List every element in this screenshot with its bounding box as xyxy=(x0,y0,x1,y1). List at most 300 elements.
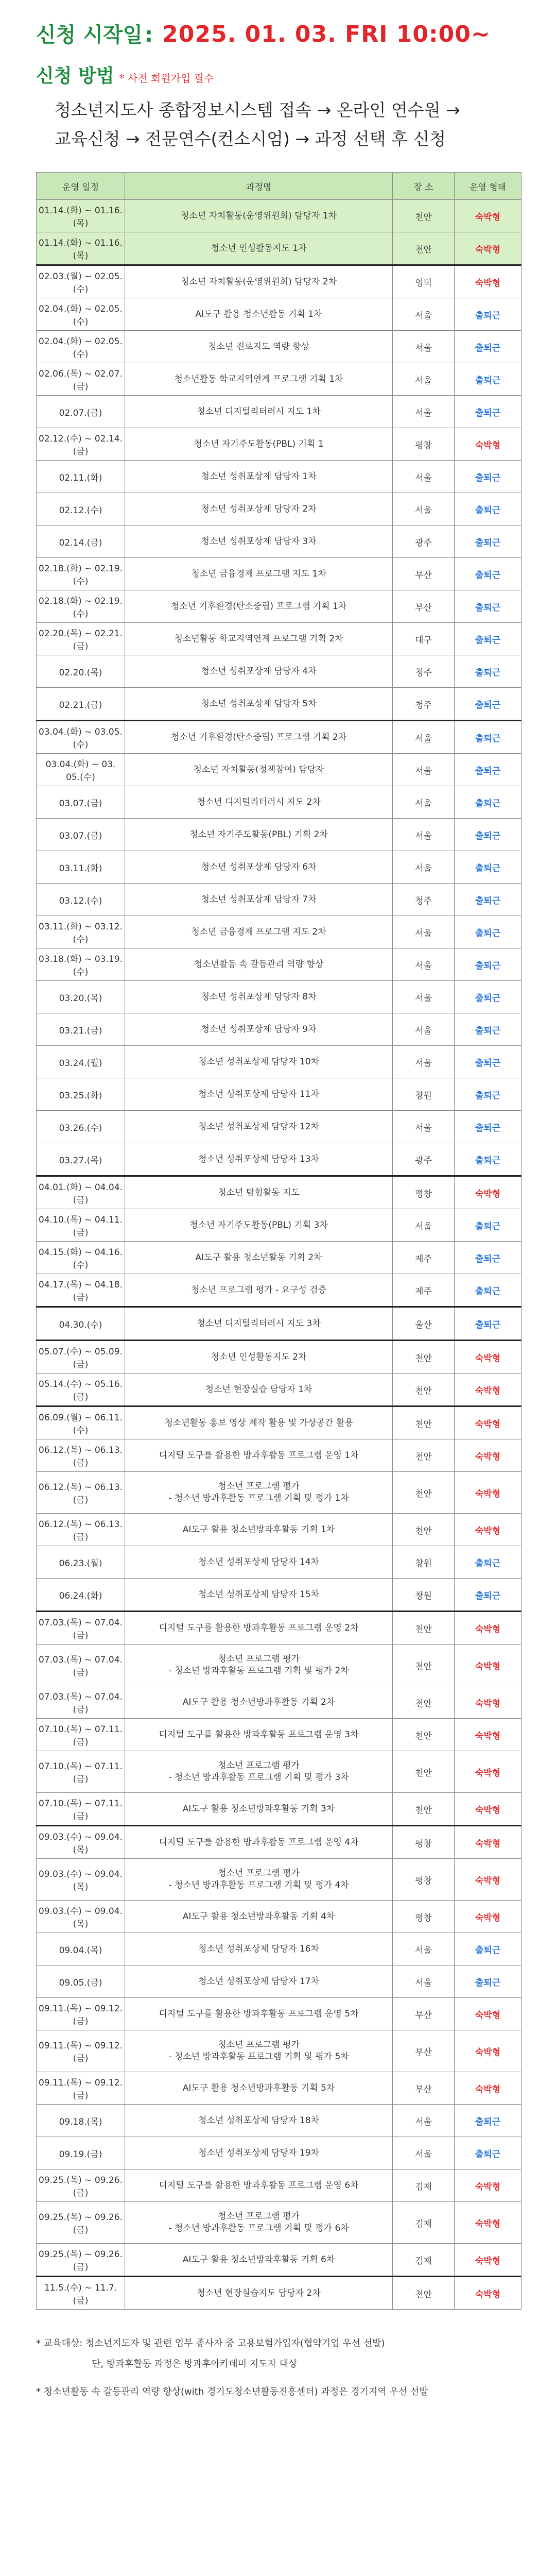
place-cell: 창원 xyxy=(393,1546,455,1579)
operation-type-cell: 숙박형 xyxy=(455,2170,522,2202)
schedule-date-cell: 03.11.(화) ~ 03.12.(수) xyxy=(37,916,125,948)
course-name-cell: AI도구 활용 청소년활동 기획 1차 xyxy=(125,298,393,331)
schedule-date-cell: 07.03.(목) ~ 07.04.(금) xyxy=(37,1686,125,1719)
header-course: 과정명 xyxy=(125,173,393,200)
schedule-date-cell: 01.14.(화) ~ 01.16.(목) xyxy=(37,232,125,265)
course-name-cell: 디지털 도구를 활용한 방과후활동 프로그램 운영 5차 xyxy=(125,1998,393,2030)
table-header-row xyxy=(37,173,522,200)
course-name-cell: AI도구 활용 청소년활동 기획 2차 xyxy=(125,1242,393,1274)
place-cell: 서울 xyxy=(393,396,455,428)
course-name-cell: 청소년 기후환경(탄소중립) 프로그램 기획 2차 xyxy=(125,721,393,754)
course-name-cell: AI도구 활용 청소년방과후활동 기획 6차 xyxy=(125,2244,393,2277)
table-row xyxy=(37,1111,522,1143)
application-start-date: 2025. 01. 03. FRI 10:00~ xyxy=(162,21,491,47)
table-row xyxy=(37,1176,522,1209)
table-row xyxy=(37,2105,522,2137)
table-row xyxy=(37,1307,522,1341)
operation-type-cell: 출퇴근 xyxy=(455,948,522,981)
operation-type-cell: 출퇴근 xyxy=(455,1579,522,1612)
schedule-date-cell: 02.11.(화) xyxy=(37,461,125,493)
course-name-cell: 청소년 탐험활동 지도 xyxy=(125,1176,393,1209)
course-name-cell: 청소년 인성활동지도 1차 xyxy=(125,232,393,265)
application-start-line xyxy=(36,19,520,48)
course-name-cell: 청소년 프로그램 평가 - 청소년 방과후활동 프로그램 기획 및 평가 5차 xyxy=(125,2030,393,2072)
place-cell: 서울 xyxy=(393,1013,455,1046)
table-row xyxy=(37,981,522,1013)
schedule-date-cell: 02.14.(금) xyxy=(37,526,125,558)
table-row xyxy=(37,721,522,754)
place-cell: 천안 xyxy=(393,1751,455,1793)
course-name-cell: 청소년활동 학교지역연계 프로그램 기획 2차 xyxy=(125,623,393,655)
place-cell: 부산 xyxy=(393,2072,455,2105)
schedule-date-cell: 03.20.(목) xyxy=(37,981,125,1013)
table-row xyxy=(37,1274,522,1307)
course-name-cell: 청소년활동 학교지역연계 프로그램 기획 1차 xyxy=(125,363,393,396)
table-row xyxy=(37,1686,522,1719)
header-place: 장 소 xyxy=(393,173,455,200)
schedule-date-cell: 02.18.(화) ~ 02.19.(수) xyxy=(37,558,125,590)
table-row xyxy=(37,819,522,851)
schedule-date-cell: 07.10.(목) ~ 07.11.(금) xyxy=(37,1751,125,1793)
operation-type-cell: 출퇴근 xyxy=(455,1965,522,1998)
table-row xyxy=(37,1793,522,1826)
place-cell: 서울 xyxy=(393,2137,455,2170)
operation-type-cell: 출퇴근 xyxy=(455,2137,522,2170)
place-cell: 서울 xyxy=(393,493,455,526)
schedule-date-cell: 09.03.(수) ~ 09.04.(목) xyxy=(37,1901,125,1933)
table-row xyxy=(37,1078,522,1111)
table-row xyxy=(37,1645,522,1686)
operation-type-cell: 숙박형 xyxy=(455,200,522,232)
operation-type-cell: 출퇴근 xyxy=(455,1307,522,1341)
course-name-cell: 청소년 성취포상제 담당자 13차 xyxy=(125,1143,393,1176)
course-name-cell: 청소년 성취포상제 담당자 16차 xyxy=(125,1933,393,1965)
place-cell: 평창 xyxy=(393,428,455,461)
table-row xyxy=(37,1472,522,1514)
table-row xyxy=(37,1546,522,1579)
place-cell: 천안 xyxy=(393,1439,455,1472)
table-row xyxy=(37,363,522,396)
course-name-cell: AI도구 활용 청소년방과후활동 기획 1차 xyxy=(125,1514,393,1546)
place-cell: 서울 xyxy=(393,819,455,851)
table-row xyxy=(37,558,522,590)
place-cell: 서울 xyxy=(393,298,455,331)
operation-type-cell: 숙박형 xyxy=(455,1612,522,1645)
operation-type-cell: 출퇴근 xyxy=(455,1046,522,1078)
operation-type-cell: 출퇴근 xyxy=(455,688,522,721)
place-cell: 천안 xyxy=(393,1406,455,1439)
operation-type-cell: 숙박형 xyxy=(455,2030,522,2072)
schedule-date-cell: 09.11.(목) ~ 09.12.(금) xyxy=(37,2072,125,2105)
course-name-cell: 디지털 도구를 활용한 방과후활동 프로그램 운영 1차 xyxy=(125,1439,393,1472)
course-name-cell: 디지털 도구를 활용한 방과후활동 프로그램 운영 2차 xyxy=(125,1612,393,1645)
operation-type-cell: 숙박형 xyxy=(455,2202,522,2244)
table-row xyxy=(37,948,522,981)
place-cell: 서울 xyxy=(393,1209,455,1242)
table-row xyxy=(37,2244,522,2277)
schedule-date-cell: 02.12.(수) xyxy=(37,493,125,526)
operation-type-cell: 숙박형 xyxy=(455,1826,522,1859)
place-cell: 대구 xyxy=(393,623,455,655)
course-name-cell: 청소년 자치활동(정책참여) 담당자 xyxy=(125,754,393,786)
course-name-cell: 청소년 성취포상제 담당자 9차 xyxy=(125,1013,393,1046)
place-cell: 서울 xyxy=(393,1046,455,1078)
operation-type-cell: 출퇴근 xyxy=(455,623,522,655)
table-row xyxy=(37,851,522,884)
schedule-table-body xyxy=(37,200,522,2310)
place-cell: 천안 xyxy=(393,1793,455,1826)
operation-type-cell: 숙박형 xyxy=(455,1901,522,1933)
table-row xyxy=(37,331,522,363)
place-cell: 서울 xyxy=(393,721,455,754)
schedule-date-cell: 04.10.(목) ~ 04.11.(금) xyxy=(37,1209,125,1242)
schedule-date-cell: 02.18.(화) ~ 02.19.(수) xyxy=(37,590,125,623)
table-row xyxy=(37,1341,522,1374)
operation-type-cell: 숙박형 xyxy=(455,2072,522,2105)
schedule-date-cell: 09.25.(목) ~ 09.26.(금) xyxy=(37,2202,125,2244)
table-row xyxy=(37,688,522,721)
operation-type-cell: 출퇴근 xyxy=(455,819,522,851)
header-colon: : xyxy=(145,23,153,47)
table-row xyxy=(37,1612,522,1645)
place-cell: 영덕 xyxy=(393,265,455,298)
operation-type-cell: 출퇴근 xyxy=(455,2105,522,2137)
operation-type-cell: 숙박형 xyxy=(455,1998,522,2030)
place-cell: 청주 xyxy=(393,655,455,688)
table-row xyxy=(37,754,522,786)
course-name-cell: 청소년 자기주도활동(PBL) 기획 1 xyxy=(125,428,393,461)
note-education-target: * 교육대상: 청소년지도자 및 관련 업무 종사자 중 고용보험가입자(협약기업 우선 선발) xyxy=(36,2338,385,2349)
schedule-date-cell: 03.24.(월) xyxy=(37,1046,125,1078)
course-name-cell: 청소년 성취포상제 담당자 12차 xyxy=(125,1111,393,1143)
course-name-cell: 청소년 성취포상제 담당자 3차 xyxy=(125,526,393,558)
operation-type-cell: 숙박형 xyxy=(455,265,522,298)
place-cell: 서울 xyxy=(393,851,455,884)
table-row xyxy=(37,1719,522,1751)
schedule-date-cell: 06.12.(목) ~ 06.13.(금) xyxy=(37,1514,125,1546)
operation-type-cell: 출퇴근 xyxy=(455,1546,522,1579)
place-cell: 천안 xyxy=(393,1686,455,1719)
operation-type-cell: 숙박형 xyxy=(455,1472,522,1514)
operation-type-cell: 숙박형 xyxy=(455,1176,522,1209)
course-name-cell: 청소년 디지털리터러시 지도 1차 xyxy=(125,396,393,428)
operation-type-cell: 출퇴근 xyxy=(455,590,522,623)
table-row xyxy=(37,1242,522,1274)
course-name-cell: 청소년 성취포상제 담당자 8차 xyxy=(125,981,393,1013)
table-row xyxy=(37,461,522,493)
schedule-date-cell: 09.04.(목) xyxy=(37,1933,125,1965)
course-name-cell: AI도구 활용 청소년방과후활동 기획 4차 xyxy=(125,1901,393,1933)
operation-type-cell: 출퇴근 xyxy=(455,786,522,819)
course-name-cell: AI도구 활용 청소년방과후활동 기획 2차 xyxy=(125,1686,393,1719)
table-row xyxy=(37,2137,522,2170)
schedule-date-cell: 07.10.(목) ~ 07.11.(금) xyxy=(37,1793,125,1826)
table-row xyxy=(37,200,522,232)
place-cell: 울산 xyxy=(393,1307,455,1341)
table-row xyxy=(37,1751,522,1793)
operation-type-cell: 출퇴근 xyxy=(455,1209,522,1242)
course-name-cell: 디지털 도구를 활용한 방과후활동 프로그램 운영 6차 xyxy=(125,2170,393,2202)
schedule-date-cell: 09.19.(금) xyxy=(37,2137,125,2170)
operation-type-cell: 숙박형 xyxy=(455,1406,522,1439)
schedule-date-cell: 09.03.(수) ~ 09.04.(목) xyxy=(37,1859,125,1901)
operation-type-cell: 숙박형 xyxy=(455,1859,522,1901)
operation-type-cell: 숙박형 xyxy=(455,2244,522,2277)
place-cell: 서울 xyxy=(393,786,455,819)
table-row xyxy=(37,1998,522,2030)
operation-type-cell: 숙박형 xyxy=(455,232,522,265)
course-name-cell: 청소년 프로그램 평가 - 청소년 방과후활동 프로그램 기획 및 평가 4차 xyxy=(125,1859,393,1901)
place-cell: 제주 xyxy=(393,1274,455,1307)
schedule-date-cell: 02.07.(금) xyxy=(37,396,125,428)
schedule-date-cell: 04.30.(수) xyxy=(37,1307,125,1341)
place-cell: 창원 xyxy=(393,1078,455,1111)
place-cell: 서울 xyxy=(393,2105,455,2137)
signup-required-note: * 사전 회원가입 필수 xyxy=(119,72,214,84)
schedule-date-cell: 09.25.(목) ~ 09.26.(금) xyxy=(37,2244,125,2277)
operation-type-cell: 숙박형 xyxy=(455,1793,522,1826)
course-name-cell: 청소년 성취포상제 담당자 7차 xyxy=(125,884,393,916)
course-name-cell: 청소년 프로그램 평가 - 청소년 방과후활동 프로그램 기획 및 평가 2차 xyxy=(125,1645,393,1686)
schedule-date-cell: 04.01.(화) ~ 04.04.(금) xyxy=(37,1176,125,1209)
operation-type-cell: 출퇴근 xyxy=(455,916,522,948)
schedule-date-cell: 03.18.(화) ~ 03.19.(수) xyxy=(37,948,125,981)
table-row xyxy=(37,1013,522,1046)
schedule-date-cell: 07.10.(목) ~ 07.11.(금) xyxy=(37,1719,125,1751)
place-cell: 부산 xyxy=(393,2030,455,2072)
course-name-cell: 청소년 금융경제 프로그램 지도 2차 xyxy=(125,916,393,948)
course-name-cell: 청소년 금융경제 프로그램 지도 1차 xyxy=(125,558,393,590)
place-cell: 서울 xyxy=(393,1111,455,1143)
course-name-cell: 청소년 성취포상제 담당자 17차 xyxy=(125,1965,393,1998)
place-cell: 창원 xyxy=(393,1579,455,1612)
operation-type-cell: 출퇴근 xyxy=(455,1242,522,1274)
application-steps xyxy=(55,96,520,154)
operation-type-cell: 출퇴근 xyxy=(455,298,522,331)
operation-type-cell: 출퇴근 xyxy=(455,396,522,428)
operation-type-cell: 출퇴근 xyxy=(455,1933,522,1965)
schedule-date-cell: 03.07.(금) xyxy=(37,786,125,819)
course-name-cell: AI도구 활용 청소년방과후활동 기획 3차 xyxy=(125,1793,393,1826)
schedule-date-cell: 01.14.(화) ~ 01.16.(목) xyxy=(37,200,125,232)
note-afterschool-target: 단, 방과후활동 과정은 방과후아카데미 지도자 대상 xyxy=(92,2359,298,2369)
operation-type-cell: 숙박형 xyxy=(455,1751,522,1793)
schedule-date-cell: 03.04.(화) ~ 03. 05.(수) xyxy=(37,754,125,786)
table-row xyxy=(37,1859,522,1901)
place-cell: 서울 xyxy=(393,1933,455,1965)
operation-type-cell: 출퇴근 xyxy=(455,1078,522,1111)
course-name-cell: 청소년 자치활동(운영위원회) 담당자 2차 xyxy=(125,265,393,298)
schedule-date-cell: 09.11.(목) ~ 09.12.(금) xyxy=(37,2030,125,2072)
schedule-date-cell: 09.25.(목) ~ 09.26.(금) xyxy=(37,2170,125,2202)
application-steps-line-2: 교육신청 → 전문연수(컨소시엄) → 과정 선택 후 신청 xyxy=(55,129,446,149)
table-row xyxy=(37,1901,522,1933)
schedule-date-cell: 03.26.(수) xyxy=(37,1111,125,1143)
notes-section xyxy=(36,2333,520,2402)
place-cell: 서울 xyxy=(393,363,455,396)
place-cell: 평창 xyxy=(393,1859,455,1901)
table-row xyxy=(37,2170,522,2202)
course-name-cell: 청소년 프로그램 평가 - 요구성 검증 xyxy=(125,1274,393,1307)
operation-type-cell: 출퇴근 xyxy=(455,1274,522,1307)
schedule-date-cell: 03.11.(화) xyxy=(37,851,125,884)
schedule-date-cell: 11.5.(수) ~ 11.7.(금) xyxy=(37,2277,125,2310)
table-row xyxy=(37,1514,522,1546)
course-name-cell: 디지털 도구를 활용한 방과후활동 프로그램 운영 3차 xyxy=(125,1719,393,1751)
place-cell: 서울 xyxy=(393,1965,455,1998)
operation-type-cell: 출퇴근 xyxy=(455,1143,522,1176)
schedule-date-cell: 02.06.(목) ~ 02.07.(금) xyxy=(37,363,125,396)
place-cell: 서울 xyxy=(393,981,455,1013)
place-cell: 청주 xyxy=(393,884,455,916)
place-cell: 천안 xyxy=(393,1719,455,1751)
schedule-date-cell: 03.25.(화) xyxy=(37,1078,125,1111)
course-name-cell: 청소년 성취포상제 담당자 5차 xyxy=(125,688,393,721)
course-name-cell: 청소년 성취포상제 담당자 19차 xyxy=(125,2137,393,2170)
course-name-cell: 청소년 디지털리터러시 지도 2차 xyxy=(125,786,393,819)
application-method-label: 신청 방법 xyxy=(36,65,114,87)
table-row xyxy=(37,493,522,526)
operation-type-cell: 출퇴근 xyxy=(455,461,522,493)
operation-type-cell: 숙박형 xyxy=(455,1439,522,1472)
course-name-cell: 청소년 프로그램 평가 - 청소년 방과후활동 프로그램 기획 및 평가 6차 xyxy=(125,2202,393,2244)
course-name-cell: 청소년 인성활동지도 2차 xyxy=(125,1341,393,1374)
schedule-date-cell: 06.09.(월) ~ 06.11.(수) xyxy=(37,1406,125,1439)
table-row xyxy=(37,655,522,688)
schedule-date-cell: 02.20.(목) xyxy=(37,655,125,688)
application-steps-line-1: 청소년지도사 종합정보시스템 접속 → 온라인 연수원 → xyxy=(55,100,460,120)
course-name-cell: 청소년 성취포상제 담당자 4차 xyxy=(125,655,393,688)
place-cell: 김제 xyxy=(393,2244,455,2277)
place-cell: 천안 xyxy=(393,200,455,232)
place-cell: 서울 xyxy=(393,916,455,948)
schedule-date-cell: 03.21.(금) xyxy=(37,1013,125,1046)
place-cell: 천안 xyxy=(393,1612,455,1645)
operation-type-cell: 출퇴근 xyxy=(455,655,522,688)
table-row xyxy=(37,590,522,623)
table-row xyxy=(37,2202,522,2244)
table-row xyxy=(37,428,522,461)
schedule-date-cell: 06.12.(목) ~ 06.13.(금) xyxy=(37,1472,125,1514)
place-cell: 청주 xyxy=(393,688,455,721)
operation-type-cell: 숙박형 xyxy=(455,1341,522,1374)
operation-type-cell: 출퇴근 xyxy=(455,754,522,786)
course-name-cell: 청소년 성취포상제 담당자 11차 xyxy=(125,1078,393,1111)
place-cell: 광주 xyxy=(393,526,455,558)
course-name-cell: 청소년 자치활동(운영위원회) 담당자 1차 xyxy=(125,200,393,232)
operation-type-cell: 출퇴근 xyxy=(455,558,522,590)
course-name-cell: 청소년 성취포상제 담당자 2차 xyxy=(125,493,393,526)
place-cell: 천안 xyxy=(393,1472,455,1514)
table-row xyxy=(37,396,522,428)
schedule-date-cell: 02.04.(화) ~ 02.05.(수) xyxy=(37,331,125,363)
course-name-cell: 청소년 프로그램 평가 - 청소년 방과후활동 프로그램 기획 및 평가 1차 xyxy=(125,1472,393,1514)
course-name-cell: 청소년 진로지도 역량 향상 xyxy=(125,331,393,363)
course-name-cell: 디지털 도구를 활용한 방과후활동 프로그램 운영 4차 xyxy=(125,1826,393,1859)
course-name-cell: 청소년 성취포상제 담당자 18차 xyxy=(125,2105,393,2137)
course-name-cell: 청소년 현장실습 담당자 1차 xyxy=(125,1374,393,1406)
schedule-date-cell: 02.20.(목) ~ 02.21.(금) xyxy=(37,623,125,655)
operation-type-cell: 출퇴근 xyxy=(455,1013,522,1046)
schedule-date-cell: 03.07.(금) xyxy=(37,819,125,851)
table-row xyxy=(37,1933,522,1965)
operation-type-cell: 숙박형 xyxy=(455,1374,522,1406)
table-row xyxy=(37,2030,522,2072)
place-cell: 김제 xyxy=(393,2170,455,2202)
schedule-date-cell: 04.17.(목) ~ 04.18.(금) xyxy=(37,1274,125,1307)
table-row xyxy=(37,1143,522,1176)
course-name-cell: 청소년 자기주도활동(PBL) 기획 2차 xyxy=(125,819,393,851)
operation-type-cell: 출퇴근 xyxy=(455,363,522,396)
place-cell: 부산 xyxy=(393,590,455,623)
application-start-label: 신청 시작일 xyxy=(36,23,143,47)
schedule-date-cell: 06.12.(목) ~ 06.13.(금) xyxy=(37,1439,125,1472)
table-row xyxy=(37,1374,522,1406)
schedule-date-cell: 03.12.(수) xyxy=(37,884,125,916)
place-cell: 서울 xyxy=(393,331,455,363)
note-gyeonggi-priority: * 청소년활동 속 갈등관리 역량 향상(with 경기도청소년활동진흥센터) 과정은 경기지역 우선 선발 xyxy=(36,2386,428,2397)
schedule-date-cell: 02.04.(화) ~ 02.05.(수) xyxy=(37,298,125,331)
schedule-date-cell: 03.27.(목) xyxy=(37,1143,125,1176)
operation-type-cell: 숙박형 xyxy=(455,1645,522,1686)
place-cell: 천안 xyxy=(393,1341,455,1374)
operation-type-cell: 출퇴근 xyxy=(455,526,522,558)
schedule-date-cell: 09.11.(목) ~ 09.12.(금) xyxy=(37,1998,125,2030)
table-row xyxy=(37,2072,522,2105)
course-name-cell: 청소년 기후환경(탄소중립) 프로그램 기획 1차 xyxy=(125,590,393,623)
place-cell: 천안 xyxy=(393,1374,455,1406)
place-cell: 천안 xyxy=(393,232,455,265)
table-row xyxy=(37,1406,522,1439)
place-cell: 서울 xyxy=(393,754,455,786)
schedule-date-cell: 09.18.(목) xyxy=(37,2105,125,2137)
place-cell: 평창 xyxy=(393,1176,455,1209)
application-method-line xyxy=(36,61,520,88)
operation-type-cell: 숙박형 xyxy=(455,1514,522,1546)
place-cell: 평창 xyxy=(393,1901,455,1933)
place-cell: 천안 xyxy=(393,1514,455,1546)
schedule-date-cell: 03.04.(화) ~ 03.05.(수) xyxy=(37,721,125,754)
place-cell: 광주 xyxy=(393,1143,455,1176)
table-row xyxy=(37,526,522,558)
place-cell: 김제 xyxy=(393,2202,455,2244)
course-name-cell: 청소년 프로그램 평가 - 청소년 방과후활동 프로그램 기획 및 평가 3차 xyxy=(125,1751,393,1793)
operation-type-cell: 출퇴근 xyxy=(455,331,522,363)
table-row xyxy=(37,1826,522,1859)
operation-type-cell: 숙박형 xyxy=(455,1686,522,1719)
schedule-date-cell: 04.15.(화) ~ 04.16.(수) xyxy=(37,1242,125,1274)
course-name-cell: 청소년활동 속 갈등관리 역량 향상 xyxy=(125,948,393,981)
table-row xyxy=(37,298,522,331)
course-name-cell: 청소년 성취포상제 담당자 1차 xyxy=(125,461,393,493)
course-name-cell: 청소년 성취포상제 담당자 14차 xyxy=(125,1546,393,1579)
operation-type-cell: 숙박형 xyxy=(455,428,522,461)
course-name-cell: AI도구 활용 청소년방과후활동 기획 5차 xyxy=(125,2072,393,2105)
table-row xyxy=(37,884,522,916)
course-name-cell: 청소년활동 홍보 영상 제작 활용 및 가상공간 활용 xyxy=(125,1406,393,1439)
operation-type-cell: 숙박형 xyxy=(455,1719,522,1751)
table-row xyxy=(37,916,522,948)
place-cell: 천안 xyxy=(393,2277,455,2310)
table-row xyxy=(37,1965,522,1998)
table-row xyxy=(37,1439,522,1472)
operation-type-cell: 출퇴근 xyxy=(455,493,522,526)
schedule-table xyxy=(36,172,522,2310)
place-cell: 제주 xyxy=(393,1242,455,1274)
schedule-date-cell: 09.05.(금) xyxy=(37,1965,125,1998)
course-name-cell: 청소년 성취포상제 담당자 6차 xyxy=(125,851,393,884)
schedule-date-cell: 07.03.(목) ~ 07.04.(금) xyxy=(37,1612,125,1645)
